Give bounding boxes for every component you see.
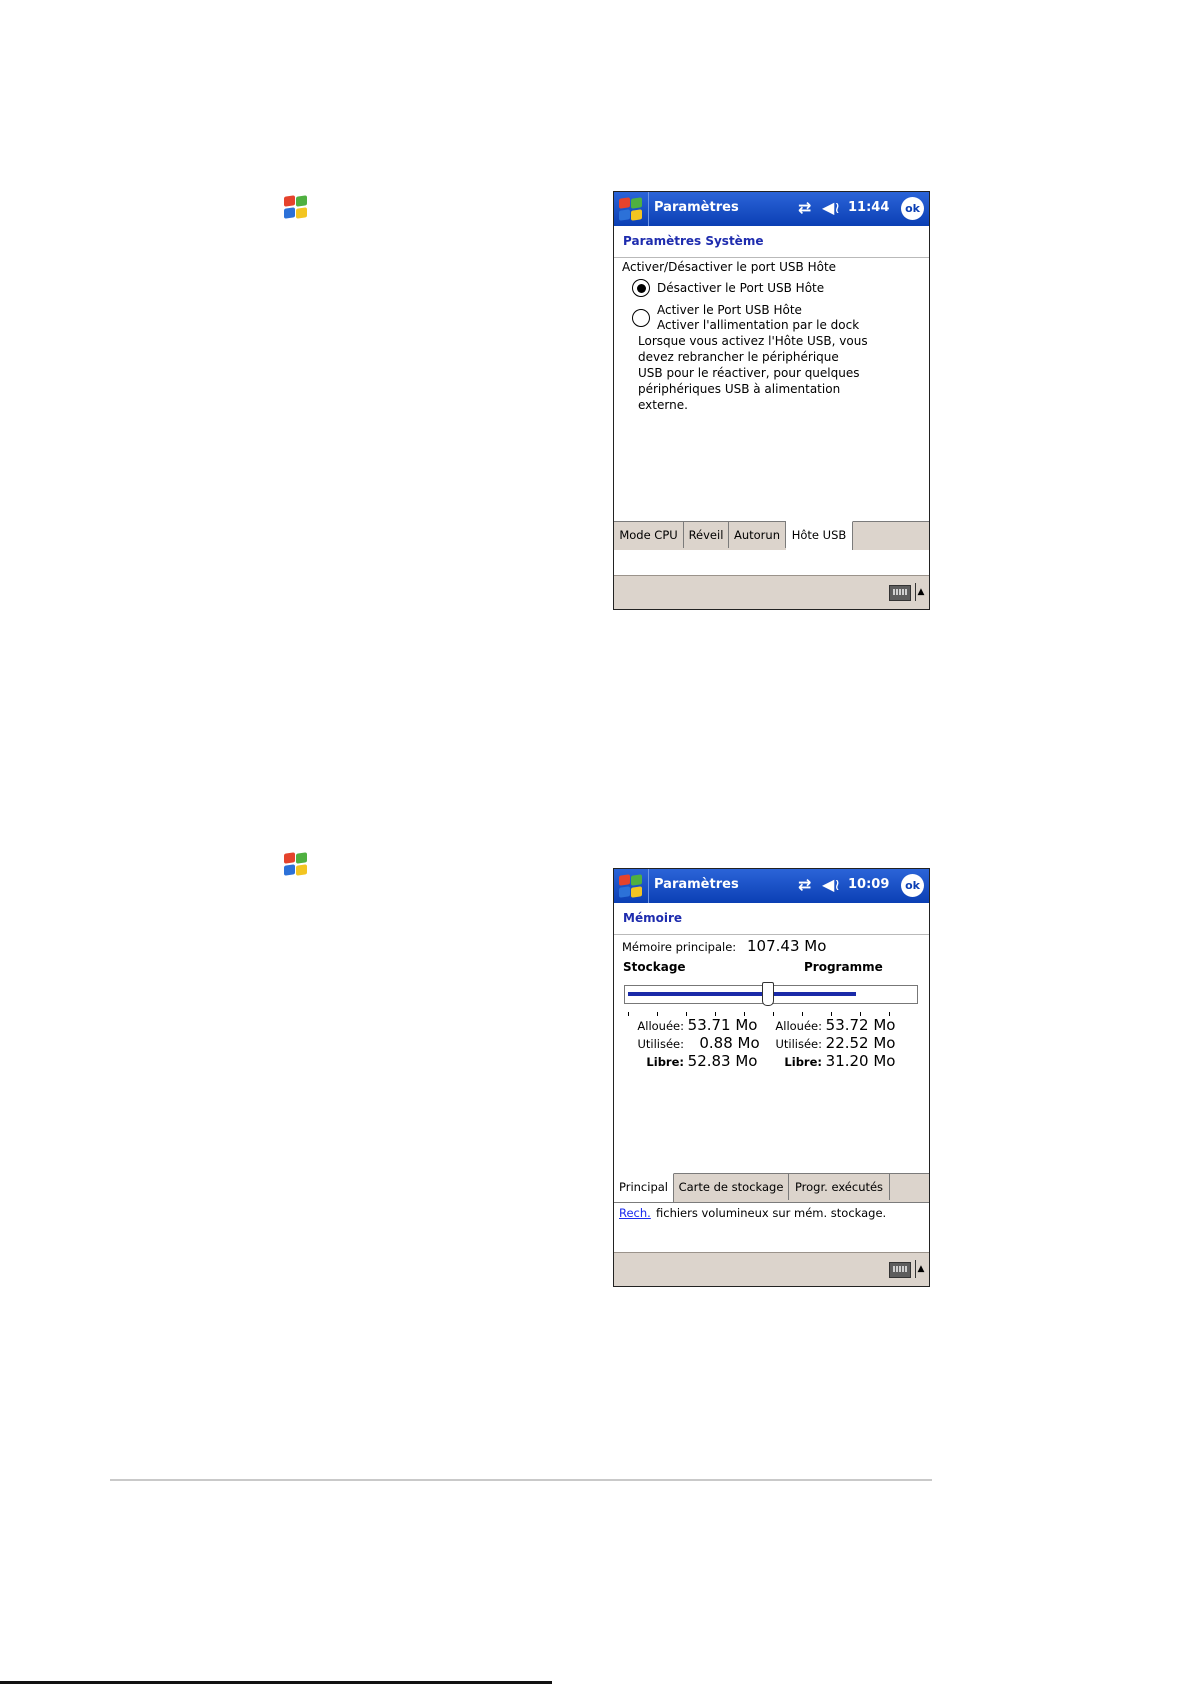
tab-reveil[interactable]: Réveil bbox=[684, 522, 729, 548]
input-menu-arrow[interactable]: ▲ bbox=[915, 583, 926, 601]
program-used: Utilisée: 22.52 Mo bbox=[775, 1034, 896, 1052]
tab-principal[interactable]: Principal bbox=[614, 1173, 674, 1202]
tab-hote-usb[interactable]: Hôte USB bbox=[786, 521, 853, 550]
storage-free: Libre: 52.83 Mo bbox=[646, 1052, 758, 1070]
connectivity-icon[interactable]: ⇄ bbox=[798, 875, 812, 894]
volume-icon[interactable]: ◀≀ bbox=[822, 875, 841, 894]
title-bar bbox=[614, 192, 929, 226]
clock[interactable]: 10:09 bbox=[848, 877, 890, 892]
disable-usb-radio[interactable] bbox=[632, 279, 650, 297]
enable-dock-power-label[interactable]: Activer l'allimentation par le dock bbox=[657, 318, 860, 332]
command-bar bbox=[614, 1252, 929, 1286]
connectivity-icon[interactable]: ⇄ bbox=[798, 198, 812, 217]
input-menu-arrow[interactable]: ▲ bbox=[915, 1260, 926, 1278]
page-header bbox=[614, 226, 929, 258]
start-button[interactable] bbox=[614, 192, 649, 226]
main-memory-label: Mémoire principale: bbox=[622, 940, 737, 954]
find-link[interactable]: Rech. bbox=[619, 1206, 651, 1220]
windows-start-icon bbox=[618, 197, 644, 221]
pocketpc-screen-usb-host bbox=[613, 191, 930, 610]
storage-allocated: Allouée: 53.71 Mo bbox=[637, 1016, 758, 1034]
windows-start-icon bbox=[283, 195, 313, 225]
clock[interactable]: 11:44 bbox=[848, 200, 890, 215]
program-label: Programme bbox=[804, 960, 883, 974]
note-line: externe. bbox=[638, 398, 688, 412]
slider-fill bbox=[628, 992, 856, 996]
title-bar bbox=[614, 869, 929, 903]
ok-button[interactable]: ok bbox=[901, 197, 924, 220]
program-free: Libre: 31.20 Mo bbox=[784, 1052, 896, 1070]
note-line: devez rebrancher le périphérique bbox=[638, 350, 839, 364]
pocketpc-screen-memory bbox=[613, 868, 930, 1287]
windows-start-icon bbox=[283, 852, 313, 882]
window-title: Paramètres bbox=[654, 200, 739, 215]
usb-prompt: Activer/Désactiver le port USB Hôte bbox=[622, 260, 837, 274]
command-bar bbox=[614, 575, 929, 609]
tab-autorun[interactable]: Autorun bbox=[729, 522, 786, 548]
note-line: USB pour le réactiver, pour quelques bbox=[638, 366, 860, 380]
tab-carte-de-stockage[interactable]: Carte de stockage bbox=[674, 1174, 789, 1200]
tab-progr-executes[interactable]: Progr. exécutés bbox=[789, 1174, 890, 1200]
page-bottom-rule bbox=[0, 1681, 552, 1684]
slider-thumb[interactable] bbox=[762, 982, 774, 1006]
tab-mode-cpu[interactable]: Mode CPU bbox=[614, 522, 684, 548]
enable-usb-radio[interactable] bbox=[632, 309, 650, 327]
note-line: périphériques USB à alimentation bbox=[638, 382, 841, 396]
keyboard-icon[interactable] bbox=[889, 585, 911, 601]
storage-label: Stockage bbox=[623, 960, 686, 974]
disable-usb-label[interactable]: Désactiver le Port USB Hôte bbox=[657, 281, 825, 295]
page-title: Paramètres Système bbox=[623, 234, 764, 248]
storage-used: Utilisée: 0.88 Mo bbox=[637, 1034, 760, 1052]
note-line: Lorsque vous activez l'Hôte USB, vous bbox=[638, 334, 868, 348]
windows-start-icon bbox=[618, 874, 644, 898]
slider-tick bbox=[628, 1012, 629, 1016]
find-description: fichiers volumineux sur mém. stockage. bbox=[656, 1206, 887, 1220]
find-files-bar bbox=[614, 1202, 929, 1224]
main-memory-value: 107.43 Mo bbox=[747, 937, 827, 955]
page-divider bbox=[110, 1479, 932, 1481]
tab-bar bbox=[614, 1173, 929, 1202]
volume-icon[interactable]: ◀≀ bbox=[822, 198, 841, 217]
enable-usb-label[interactable]: Activer le Port USB Hôte bbox=[657, 303, 802, 317]
tab-bar bbox=[614, 521, 929, 550]
page-header bbox=[614, 903, 929, 935]
memory-allocation-slider[interactable] bbox=[624, 985, 918, 1004]
start-button[interactable] bbox=[614, 869, 649, 903]
program-allocated: Allouée: 53.72 Mo bbox=[775, 1016, 896, 1034]
page-title: Mémoire bbox=[623, 911, 682, 925]
keyboard-icon[interactable] bbox=[889, 1262, 911, 1278]
ok-button[interactable]: ok bbox=[901, 874, 924, 897]
window-title: Paramètres bbox=[654, 877, 739, 892]
